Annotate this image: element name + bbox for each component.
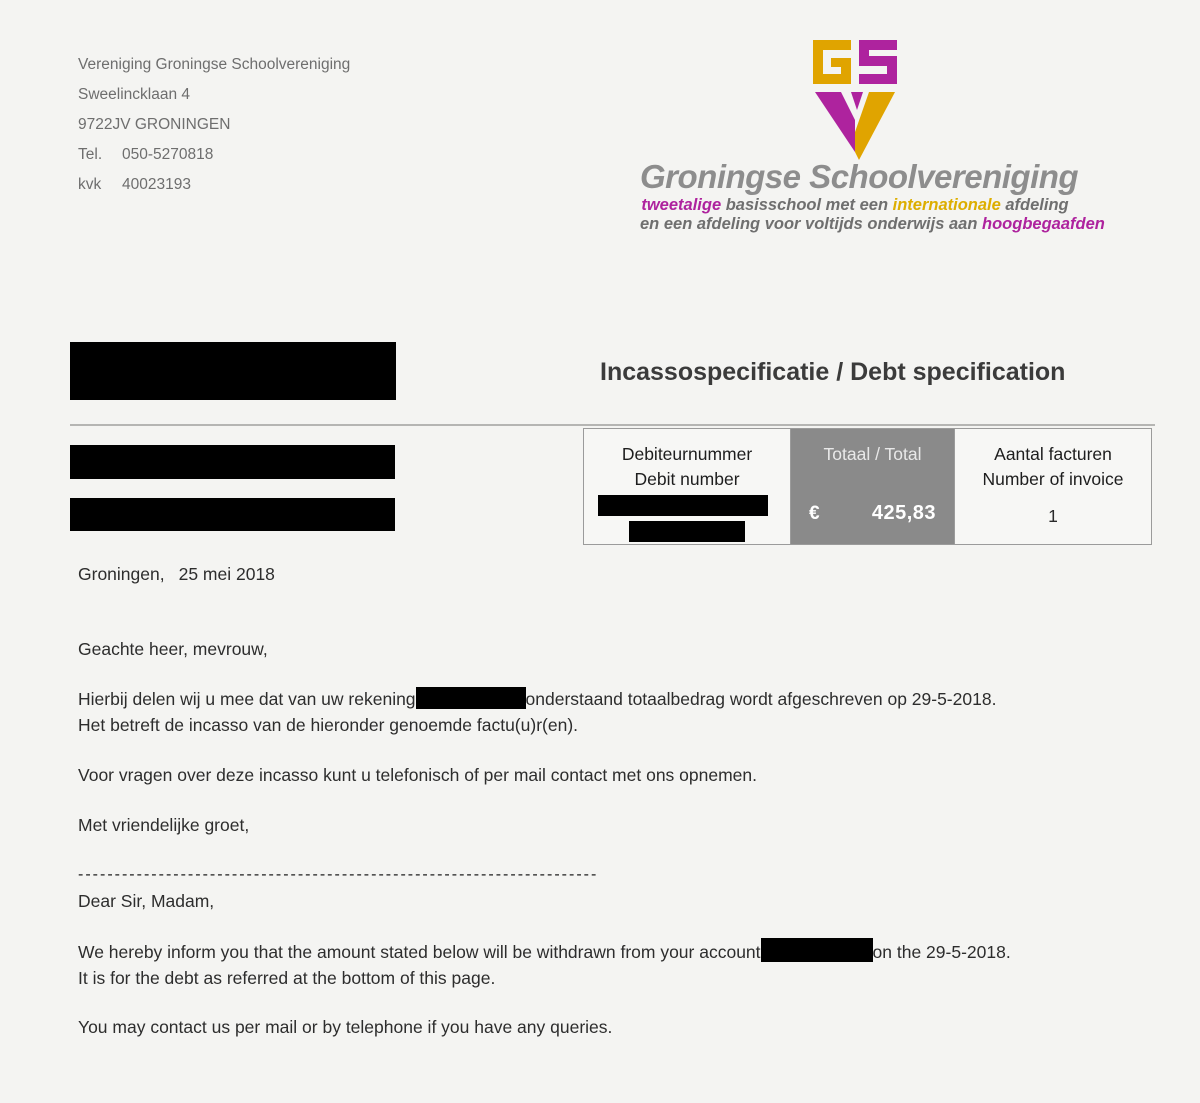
euro-sign: €	[809, 503, 820, 524]
redacted-account-nl	[416, 687, 526, 709]
kvk-label: kvk	[78, 176, 102, 193]
invoice-count-cell	[955, 429, 1151, 544]
redacted-recipient-street	[70, 445, 395, 479]
redacted-account-en	[761, 938, 873, 962]
sender-city: 9722JV GRONINGEN	[78, 116, 231, 133]
debit-number-label-nl: Debiteurnummer	[621, 444, 753, 464]
invoice-count-value: 1	[1048, 506, 1058, 526]
dashed-separator: -----------------------------------------------------------------------	[78, 866, 599, 883]
paragraph-en-1	[78, 938, 1011, 991]
tel-label: Tel.	[78, 146, 103, 163]
redacted-recipient-name	[70, 342, 396, 400]
invoice-count-label-nl: Aantal facturen	[994, 444, 1112, 464]
paragraph-en-1-line1: We hereby inform you that the amount stated below will be withdrawn from your account on the 29-5-2018.	[78, 938, 1011, 965]
paragraph-nl-2: Voor vragen over deze incasso kunt u telefonisch of per mail contact met ons opnemen.	[78, 765, 757, 785]
gsv-shield-icon	[813, 40, 897, 162]
closing-nl: Met vriendelijke groet,	[78, 815, 250, 835]
logo-tagline-1: tweetalige basisschool met een internationale afdeling	[641, 196, 1069, 214]
paragraph-nl-1-line2: Het betreft de incasso van de hieronder genoemde factu(u)r(en).	[78, 715, 579, 735]
total-amount-row	[791, 501, 954, 526]
logo-wordmark: Groningse Schoolvereniging	[640, 158, 1079, 195]
school-logo	[640, 40, 1105, 234]
redacted-debit-number-2	[629, 521, 745, 542]
invoice-count-label-en: Number of invoice	[982, 469, 1124, 489]
tel-value: 050-5270818	[122, 146, 214, 163]
debit-number-label-en: Debit number	[634, 469, 740, 489]
total-cell	[791, 429, 955, 544]
salutation-nl: Geachte heer, mevrouw,	[78, 639, 268, 659]
kvk-value: 40023193	[122, 176, 191, 193]
paragraph-nl-1	[78, 686, 996, 738]
paragraph-nl-1-line1: Hierbij delen wij u mee dat van uw rekening onderstaand totaalbedrag wordt afgeschreven op 29-5-2018.	[78, 689, 997, 709]
date-line: Groningen, 25 mei 2018	[78, 564, 275, 584]
debt-summary-table	[583, 428, 1152, 545]
salutation-en: Dear Sir, Madam,	[78, 891, 215, 911]
sender-tel-row	[78, 140, 350, 170]
sender-kvk-row	[78, 170, 350, 200]
redacted-recipient-city	[70, 498, 395, 531]
sender-address-block	[78, 50, 350, 200]
document-title: Incassospecificatie / Debt specification	[600, 358, 1066, 386]
paragraph-en-1-line2: It is for the debt as referred at the bottom of this page.	[78, 968, 496, 988]
sender-name: Vereniging Groningse Schoolvereniging	[78, 56, 351, 73]
redacted-debit-number-1	[598, 495, 768, 516]
paragraph-en-2: You may contact us per mail or by telephone if you have any queries.	[78, 1017, 613, 1037]
debit-number-cell	[584, 429, 791, 544]
logo-tagline-2: en een afdeling voor voltijds onderwijs aan hoogbegaafden	[640, 215, 1105, 233]
horizontal-divider	[70, 424, 1155, 426]
total-amount: 425,83	[871, 502, 936, 524]
total-label: Totaal / Total	[823, 444, 922, 464]
sender-street: Sweelincklaan 4	[78, 86, 191, 103]
